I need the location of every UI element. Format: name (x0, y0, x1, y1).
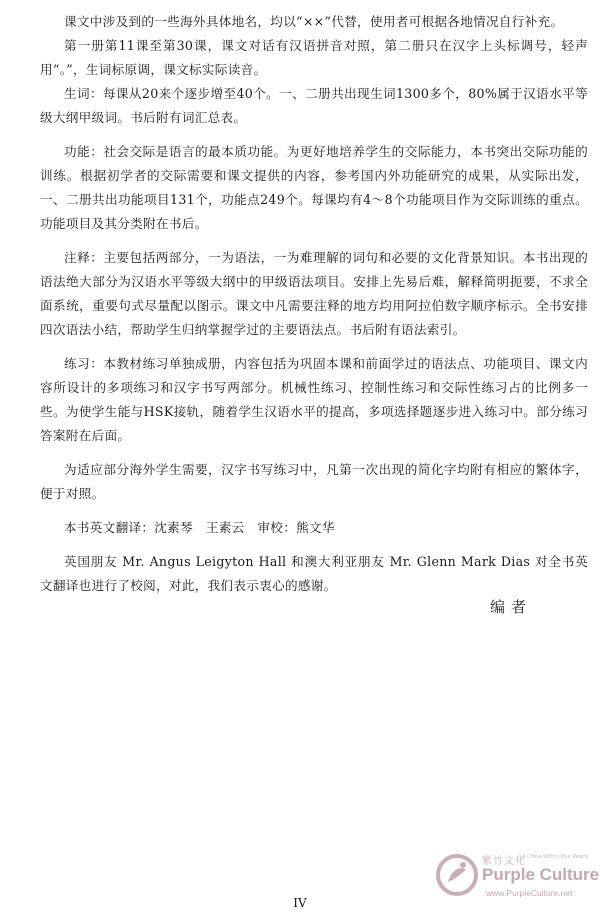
paragraph-vocabulary: 生词：每课从20来个逐步增至40个。一、二册共出现生词1300多个，80%属于汉语水平等级大纲甲级词。书后附有词汇总表。 (40, 86, 588, 125)
author-signature: 编者 (489, 598, 532, 616)
paragraph-notes: 注释：主要包括两部分，一为语法，一为难理解的词句和必要的文化背景知识。本书出现的语法绝大部分为汉语水平等级大纲中的甲级语法项目。安排上先易后难，解释简明扼要，不求全面系统，重要句式尽量配以图示。课文中凡需要注释的地方均用阿拉伯数字顺序标示。全书安排四次语法小结，帮助学生归纳掌握学过的主要语法点。书后附有语法索引。 (40, 250, 588, 337)
paragraph-traditional-characters: 为适应部分海外学生需要，汉字书写练习中，凡第一次出现的简化字均附有相应的繁体字，便于对照。 (40, 462, 588, 501)
watermark-brand: Purple Culture (482, 865, 600, 884)
paragraph-acknowledgement: 英国朋友 Mr. Angus Leigyton Hall 和澳大利亚朋友 Mr. Glenn Mark Dias 对全书英文翻译也进行了校阅，对此，我们表示衷心的感谢。 (40, 554, 588, 593)
paragraph-place-names: 课文中涉及到的一些海外具体地名，均以“××”代替，使用者可根据各地情况自行补充。 (64, 14, 564, 29)
purple-culture-logo-icon (436, 854, 478, 896)
paragraph-functions: 功能：社会交际是语言的最本质功能。为更好地培养学生的交际能力，本书突出交际功能的训练。根据初学者的交际需要和课文提供的内容，参考国内外功能研究的成果，从实际出发，一、二册共出功能项目131个，功能点249个。每课均有4～8个功能项目作为交际训练的重点。功能项目及其分类附在书后。 (40, 144, 588, 231)
document-body (40, 0, 588, 598)
watermark-title: 紫竹文化 (482, 856, 526, 867)
watermark-slogan: A China Within Your Reach (522, 854, 588, 860)
watermark-url: www.PurpleCulture.net (486, 888, 573, 898)
paragraph-exercises: 练习：本教材练习单独成册，内容包括为巩固本课和前面学过的语法点、功能项目、课文内容所设计的多项练习和汉字书写两部分。机械性练习、控制性练习和交际性练习占的比例多一些。为使学生能与HSK接轨，随着学生汉语水平的提高，多项选择题逐步进入练习中。部分练习答案附在后面。 (40, 356, 588, 443)
paragraph-translators: 本书英文翻译：沈素琴 王素云 审校：熊文华 (64, 520, 335, 535)
paragraph-pinyin: 第一册第11课至第30课，课文对话有汉语拼音对照，第二册只在汉字上头标调号，轻声用“。”，生词标原调，课文标实际读音。 (40, 38, 588, 77)
page-number: IV (293, 896, 307, 910)
